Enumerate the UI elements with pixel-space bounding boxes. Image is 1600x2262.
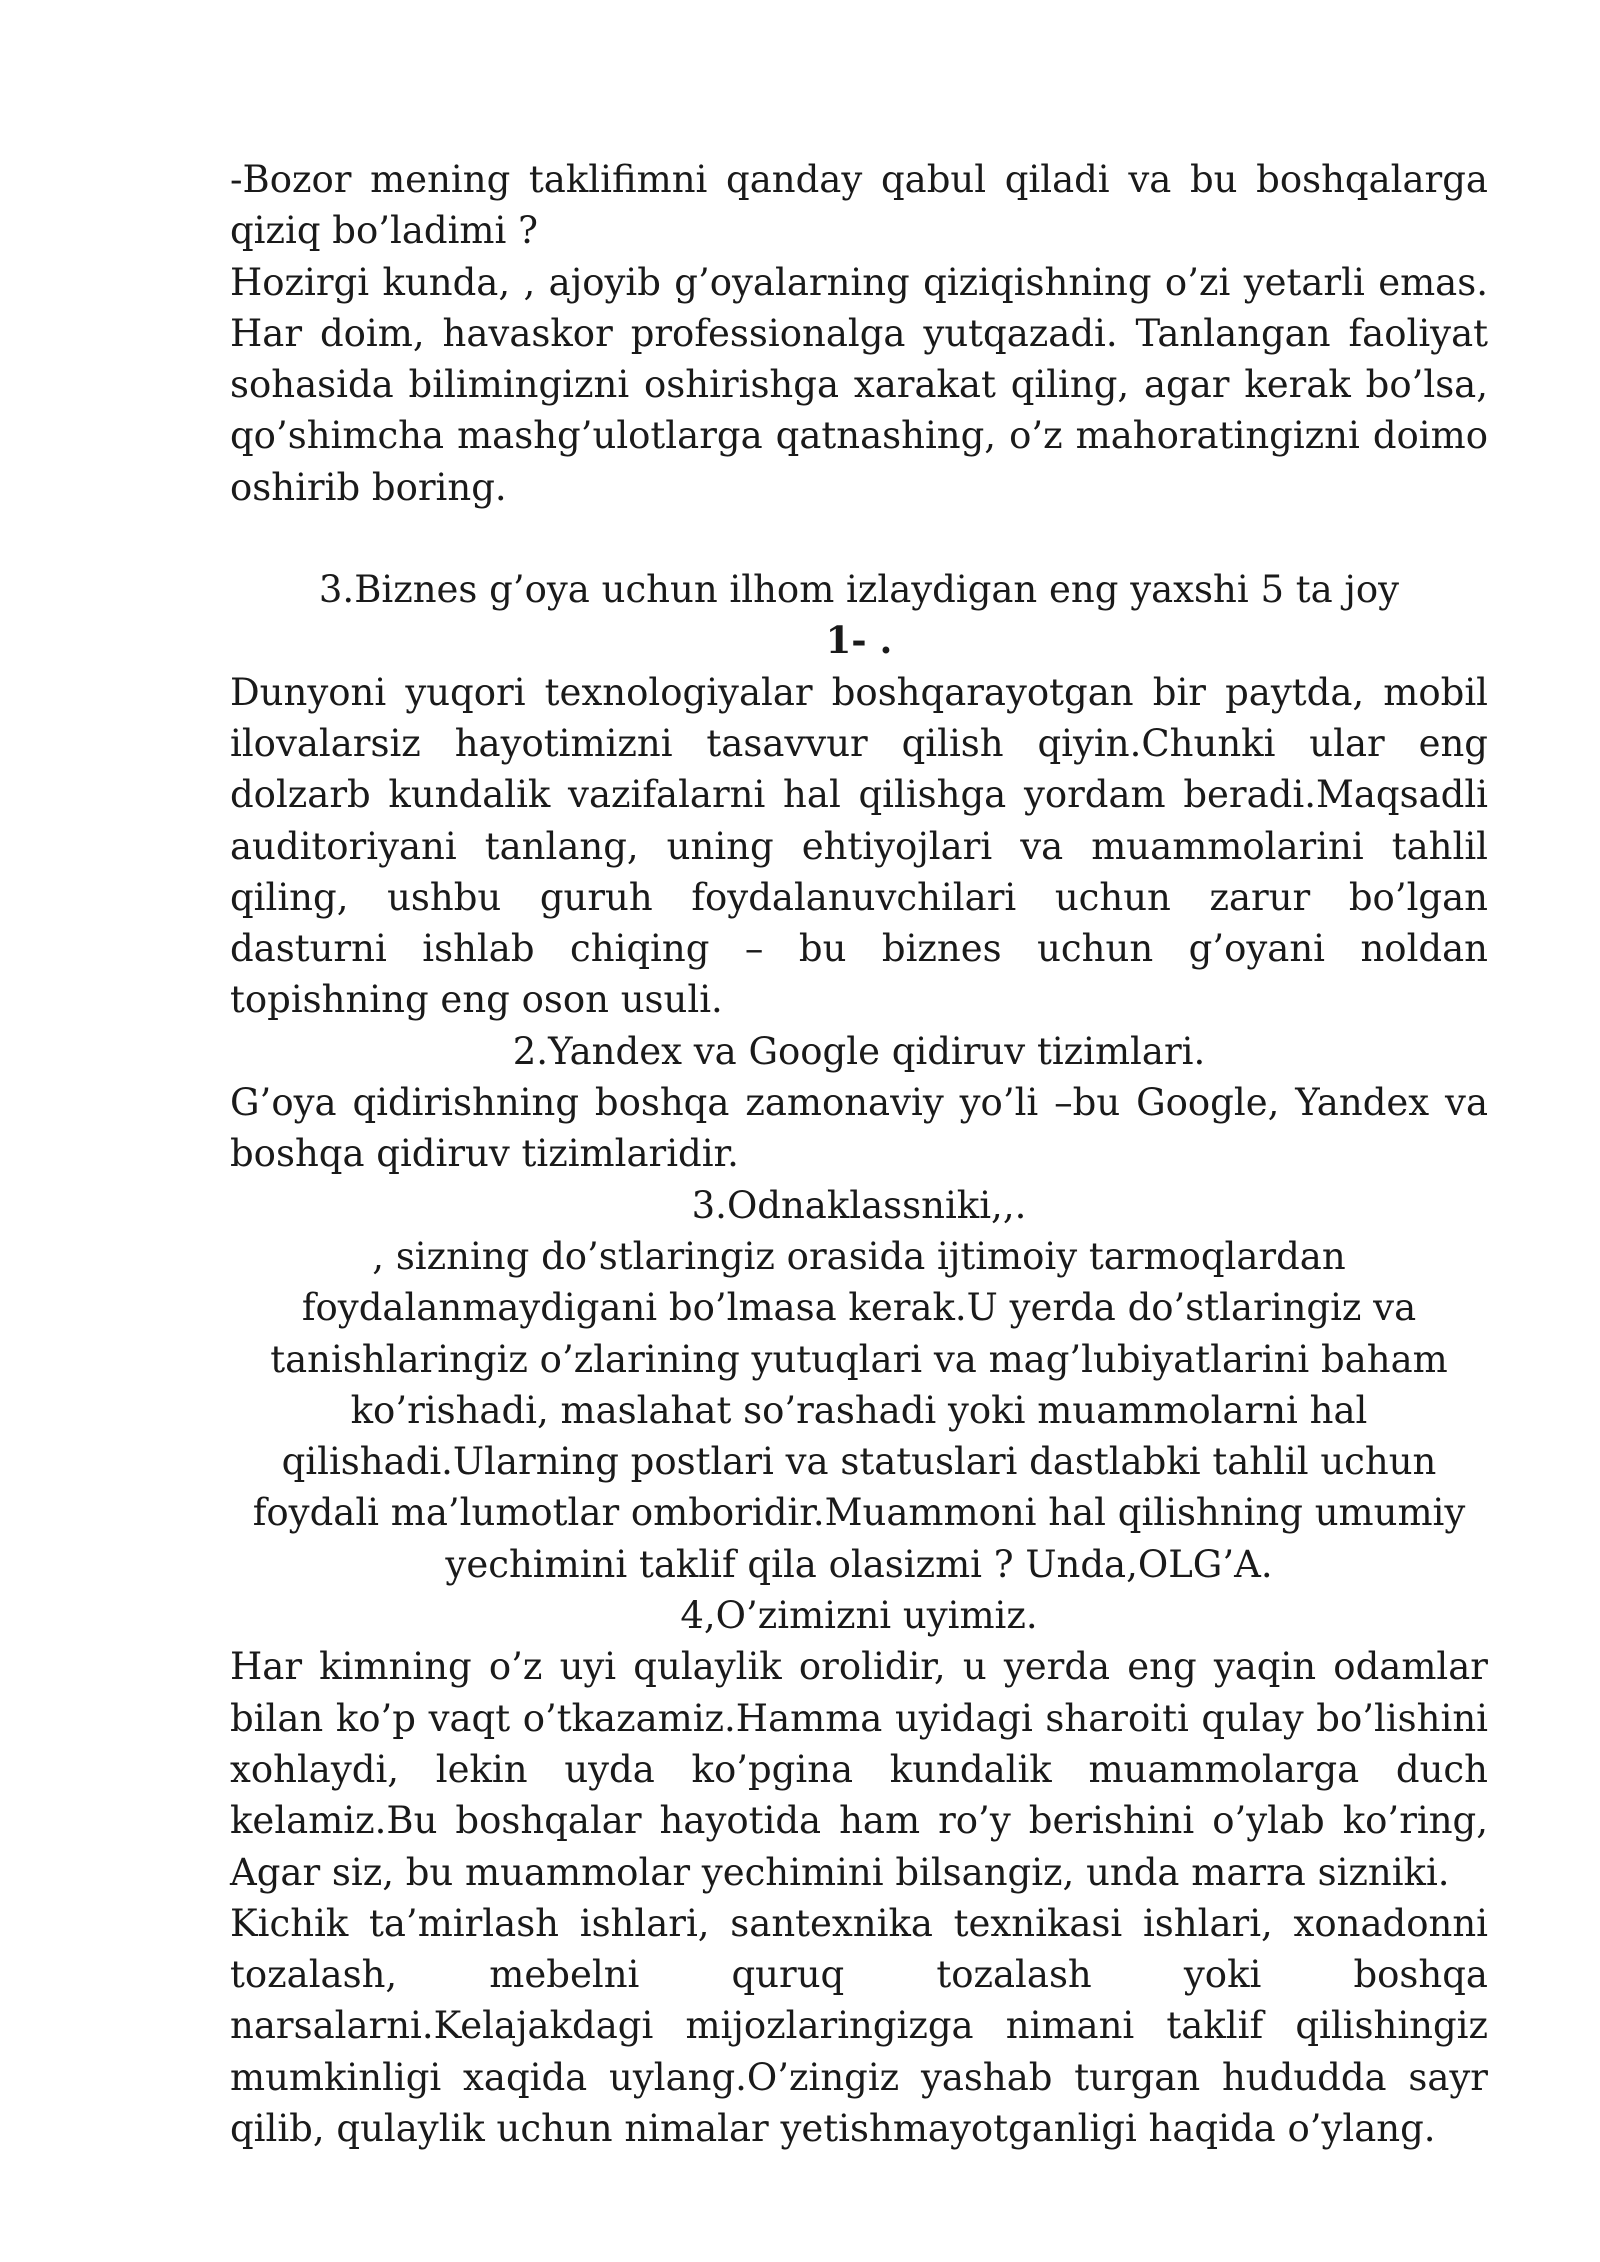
item-3-title: 3.Odnaklassniki,,. — [691, 1183, 1027, 1227]
document-body — [230, 154, 1488, 2154]
item-4-text-continued: Kichik ta’mirlash ishlari, santexnika texnikasi ishlari, xonadonni tozalash, mebelni quruq tozalash yoki boshqa narsalarni.Kelajakdagi mijozlaringizga nimani taklif qilishingiz mumkinligi xaqida uylang.O’zingiz yashab turgan hududda sayr qilib, qulaylik uchun nimalar yetishmayotganligi haqida o’ylang. — [230, 1901, 1488, 2150]
item-4-text: Har kimning o’z uyi qulaylik orolidir, u yerda eng yaqin odamlar bilan ko’p vaqt o’tkazamiz.Hamma uyidagi sharoiti qulay bo’lishini xohlaydi, lekin uyda ko’pgina kundalik muammolarga duch kelamiz.Bu boshqalar hayotida ham ro’y berishini o’ylab ko’ring, Agar siz, bu muammolar yechimini bilsangiz, unda marra sizniki. — [230, 1645, 1488, 1894]
section-heading: 3.Biznes g’oya uchun ilhom izlaydigan eng yaxshi 5 ta joy — [318, 568, 1400, 612]
item-3-text: , sizning do’stlaringiz orasida ijtimoiy tarmoqlardan foydalanmaydigani bo’lmasa kerak.U yerda do’stlaringiz va tanishlaringiz o’zlarining yutuqlari va mag’lubiyatlarini baham ko’rishadi, maslahat so’rashadi yoki muammolarni hal qilishadi.Ularning postlari va statuslari dastlabki tahlil uchun foydali ma’lumotlar omboridir.Muammoni hal qilishning umumiy yechimini taklif qila olasizmi ? Unda,OLG’A. — [252, 1234, 1466, 1586]
item-4-title: 4,O’zimizni uyimiz. — [680, 1594, 1038, 1638]
item-1-title: 1- . — [825, 618, 893, 663]
intro-question: -Bozor mening taklifimni qanday qabul qiladi va bu boshqalarga qiziq bo’ladimi ? — [230, 158, 1488, 253]
item-2-text: G’oya qidirishning boshqa zamonaviy yo’li –bu Google, Yandex va boshqa qidiruv tizimlaridir. — [230, 1081, 1488, 1176]
item-2-title: 2.Yandex va Google qidiruv tizimlari. — [512, 1029, 1206, 1073]
intro-paragraph: Hozirgi kunda, , ajoyib g’oyalarning qiziqishning o’zi yetarli emas. Har doim, havaskor professionalga yutqazadi. Tanlangan faoliyat sohasida bilimingizni oshirishga xarakat qiling, agar kerak bo’lsa, qo’shimcha mashg’ulotlarga qatnashing, o’z mahoratingizni doimo oshirib boring. — [230, 260, 1488, 509]
item-1-text: Dunyoni yuqori texnologiyalar boshqarayotgan bir paytda, mobil ilovalarsiz hayotimizni tasavvur qilish qiyin.Chunki ular eng dolzarb kundalik vazifalarni hal qilishga yordam beradi.Maqsadli auditoriyani tanlang, uning ehtiyojlari va muammolarini tahlil qiling, ushbu guruh foydalanuvchilari uchun zarur bo’lgan dasturni ishlab chiqing – bu biznes uchun g’oyani noldan topishning eng oson usuli. — [230, 670, 1488, 1022]
